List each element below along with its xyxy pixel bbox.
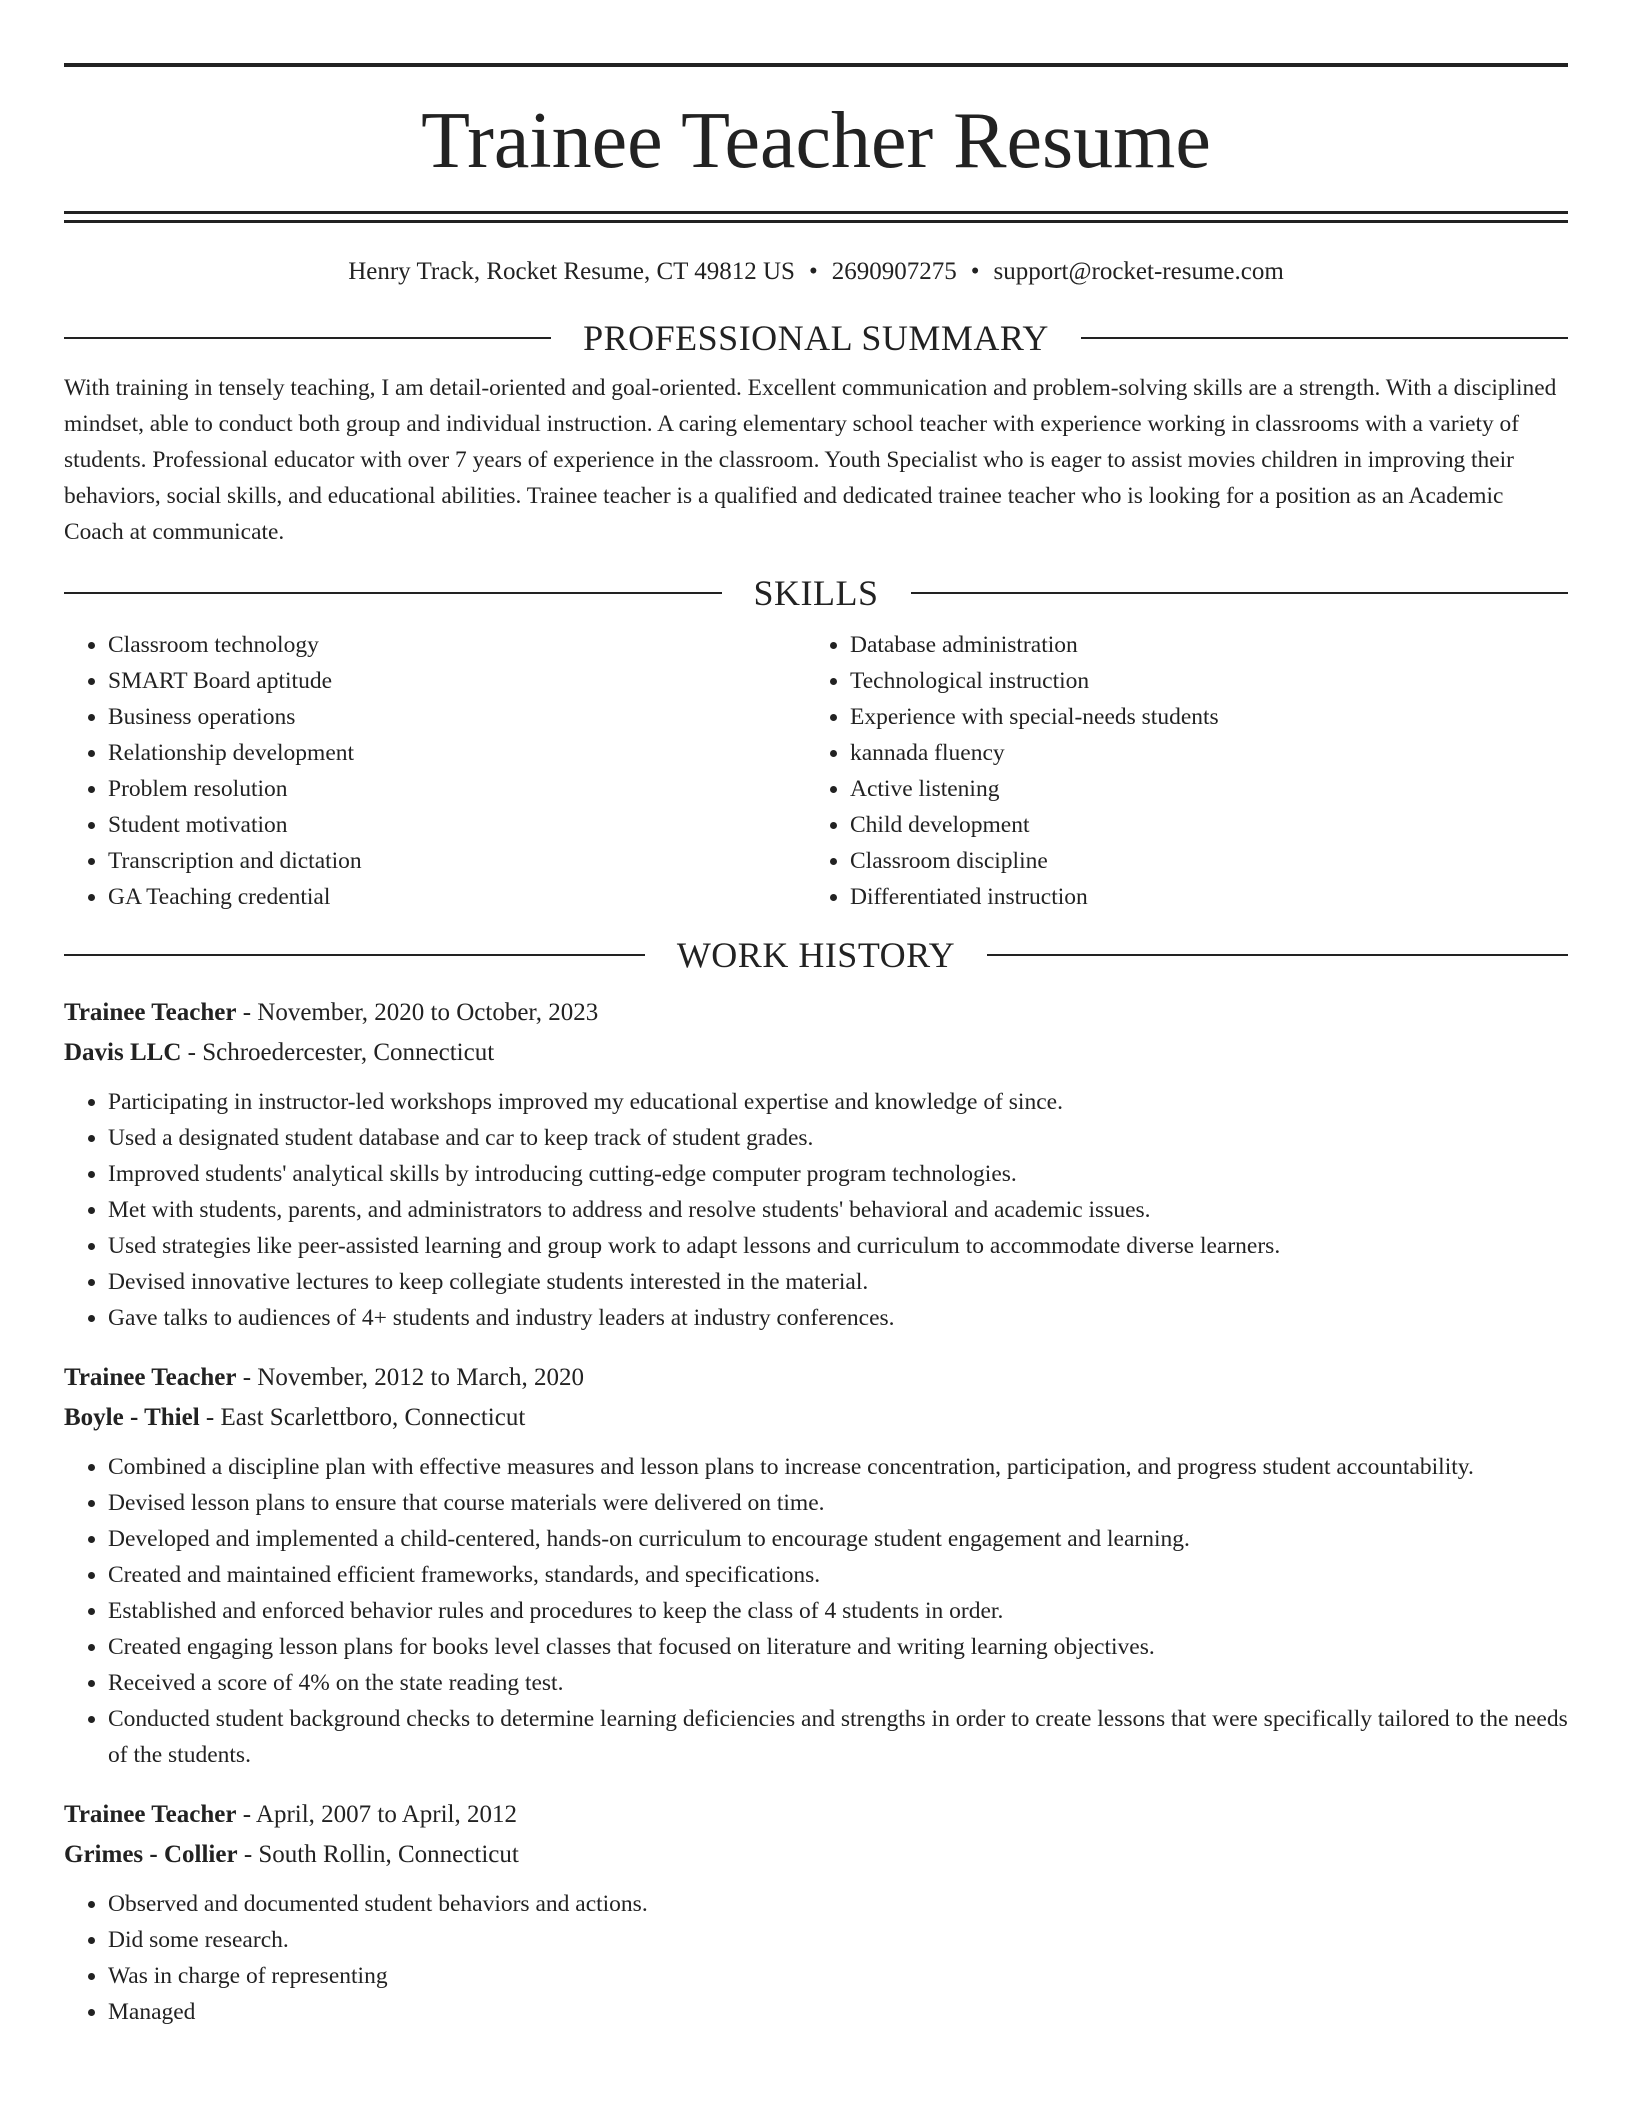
section-rule (64, 592, 722, 594)
job-bullets (64, 1449, 1568, 1773)
contact-separator: • (970, 258, 980, 285)
skills-section-header (64, 573, 1568, 613)
job-bullet: • Improved students' analytical skills by introducing cutting-edge computer program technologies. (108, 1156, 1568, 1192)
job-company: Davis LLC (64, 1039, 182, 1066)
job-title-line (64, 993, 1568, 1033)
skill-item: • Child development (850, 807, 1548, 843)
job-bullet: • Observed and documented student behaviors and actions. (108, 1886, 1568, 1922)
job-company: Grimes - Collier (64, 1841, 238, 1868)
section-rule (987, 954, 1568, 956)
job-bullet: • Participating in instructor-led workshops improved my educational expertise and knowledge of since. (108, 1084, 1568, 1120)
job-bullet: • Used strategies like peer-assisted learning and group work to adapt lessons and curriculum to accommodate diverse learners. (108, 1228, 1568, 1264)
section-rule (64, 337, 551, 339)
skill-item: • Technological instruction (850, 663, 1548, 699)
job-bullet: • Was in charge of representing (108, 1958, 1568, 1994)
skills-list (64, 627, 1568, 915)
job-title-line (64, 1358, 1568, 1398)
job-bullet: • Created and maintained efficient frameworks, standards, and specifications. (108, 1557, 1568, 1593)
skill-item: • Relationship development (108, 735, 806, 771)
skill-item: • Differentiated instruction (850, 879, 1548, 915)
job-company-line (64, 1033, 1568, 1073)
resume-content (64, 63, 1568, 2030)
job-bullet: • Received a score of 4% on the state reading test. (108, 1665, 1568, 1701)
summary-section-header (64, 318, 1568, 358)
job-bullet: • Developed and implemented a child-centered, hands-on curriculum to encourage student engagement and learning. (108, 1521, 1568, 1557)
skill-item: • Active listening (850, 771, 1548, 807)
skills-heading: SKILLS (753, 573, 879, 613)
job-bullet: • Met with students, parents, and administrators to address and resolve students' behavioral and academic issues. (108, 1192, 1568, 1228)
summary-heading: PROFESSIONAL SUMMARY (583, 318, 1049, 358)
contact-separator: • (808, 258, 818, 285)
section-rule (64, 954, 645, 956)
skill-item: • SMART Board aptitude (108, 663, 806, 699)
job-company: Boyle - Thiel (64, 1404, 200, 1431)
job-title: Trainee Teacher (64, 999, 237, 1026)
job-entry (64, 993, 1568, 1336)
job-bullet: • Gave talks to audiences of 4+ students and industry leaders at industry conferences. (108, 1300, 1568, 1336)
summary-text: With training in tensely teaching, I am detail-oriented and goal-oriented. Excellent communication and problem-solving skills are a strength. With a disciplined mindset, able to conduct both group and individual instruction. A caring elementary school teacher with experience working in classrooms with a variety of students. Professional educator with over 7 years of experience in the classroom. Youth Specialist who is eager to assist movies children in improving their behaviors, social skills, and educational abilities. Trainee teacher is a qualified and dedicated trainee teacher who is looking for a position as an Academic Coach at communicate. (64, 375, 1557, 545)
contact-line (64, 257, 1568, 287)
skill-item: • Experience with special-needs students (850, 699, 1548, 735)
skill-item: • Problem resolution (108, 771, 806, 807)
skill-item: • Classroom technology (108, 627, 806, 663)
section-rule (1081, 337, 1568, 339)
job-title: Trainee Teacher (64, 1801, 237, 1828)
job-bullet: • Conducted student background checks to determine learning deficiencies and strengths in order to create lessons that were specifically tailored to the needs of the students. (108, 1701, 1568, 1773)
job-bullet: • Used a designated student database and car to keep track of student grades. (108, 1120, 1568, 1156)
contact-email: support@rocket-resume.com (993, 258, 1284, 285)
job-bullets (64, 1886, 1568, 2030)
job-bullet: • Did some research. (108, 1922, 1568, 1958)
top-rule (64, 63, 1568, 67)
work-heading: WORK HISTORY (676, 935, 956, 975)
skills-column-left (64, 627, 806, 915)
job-company-line (64, 1835, 1568, 1875)
skill-item: • Database administration (850, 627, 1548, 663)
job-dates: - November, 2020 to October, 2023 (236, 999, 599, 1026)
job-company-line (64, 1398, 1568, 1438)
job-entry (64, 1358, 1568, 1773)
job-bullet: • Managed (108, 1994, 1568, 2030)
skill-item: • kannada fluency (850, 735, 1548, 771)
contact-address: Henry Track, Rocket Resume, CT 49812 US (348, 258, 795, 285)
job-location: - Schroedercester, Connecticut (181, 1039, 495, 1066)
skill-item: • Business operations (108, 699, 806, 735)
work-section-header (64, 935, 1568, 975)
section-rule (911, 592, 1569, 594)
contact-phone: 2690907275 (831, 258, 957, 285)
job-bullet: • Created engaging lesson plans for books level classes that focused on literature and writing learning objectives. (108, 1629, 1568, 1665)
job-bullets (64, 1084, 1568, 1336)
skills-column-right (806, 627, 1548, 915)
skill-item: • GA Teaching credential (108, 879, 806, 915)
job-location: - South Rollin, Connecticut (237, 1841, 519, 1868)
job-bullet: • Combined a discipline plan with effective measures and lesson plans to increase concentration, participation, and progress student accountability. (108, 1449, 1568, 1485)
job-bullet: • Devised innovative lectures to keep collegiate students interested in the material. (108, 1264, 1568, 1300)
job-dates: - April, 2007 to April, 2012 (236, 1801, 517, 1828)
job-title-line (64, 1795, 1568, 1835)
skill-item: • Classroom discipline (850, 843, 1548, 879)
job-location: - East Scarlettboro, Connecticut (199, 1404, 526, 1431)
job-title: Trainee Teacher (64, 1364, 237, 1391)
resume-title: Trainee Teacher Resume (421, 97, 1211, 185)
skill-item: • Transcription and dictation (108, 843, 806, 879)
job-dates: - November, 2012 to March, 2020 (236, 1364, 584, 1391)
job-entry (64, 1795, 1568, 2030)
skill-item: • Student motivation (108, 807, 806, 843)
title-double-rule (64, 211, 1568, 223)
job-bullet: • Devised lesson plans to ensure that course materials were delivered on time. (108, 1485, 1568, 1521)
job-bullet: • Established and enforced behavior rules and procedures to keep the class of 4 students in order. (108, 1593, 1568, 1629)
